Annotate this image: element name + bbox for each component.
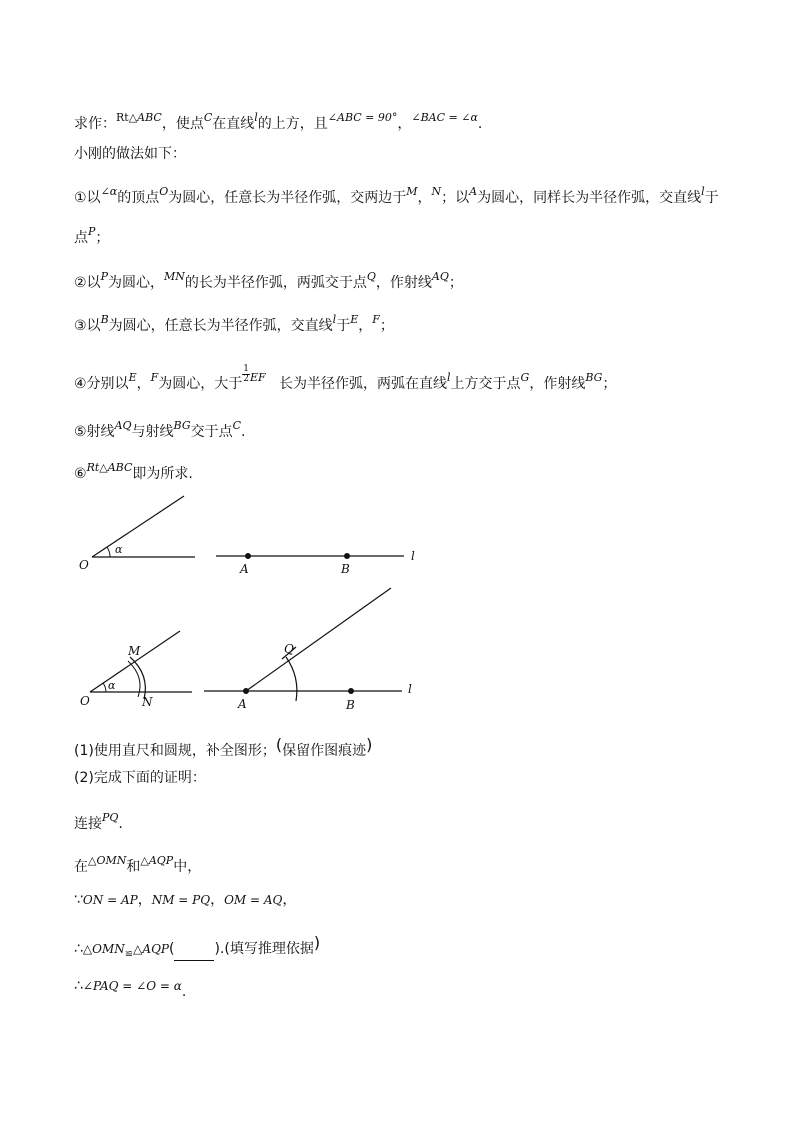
proof-line-1: 连接$^{PQ}$.	[74, 811, 123, 832]
compass-arc-a	[286, 657, 297, 701]
question-1: (1)使用直尺和圆规，补全图形；(保留作图痕迹)	[74, 735, 373, 759]
angle-arc	[103, 683, 106, 692]
one-half-fraction: $\frac{1}{2}$	[243, 363, 249, 384]
point-a	[243, 688, 249, 694]
point-b-label: B	[346, 698, 355, 712]
point-b	[344, 553, 350, 559]
method-intro: 小刚的做法如下：	[74, 146, 186, 162]
vertex-o-label: O	[80, 694, 90, 708]
line-l-label: l	[411, 549, 415, 563]
proof-line-3: ∵ON = AP，NM = PQ，OM = AQ，	[74, 892, 297, 908]
angle-ray-upper	[92, 496, 184, 557]
point-a-label: A	[238, 697, 247, 711]
point-n-label: N	[142, 695, 153, 709]
angle-arc	[107, 547, 110, 557]
vertex-o-label: O	[79, 558, 89, 572]
step-2: ②以$^P$为圆心，$^{MN}$的长为半径作弧，两弧交于点$^Q$，作射线$^{AQ}$；	[74, 270, 463, 291]
alpha-label: α	[108, 679, 116, 692]
alpha-label: α	[115, 543, 123, 556]
point-m-label: M	[128, 644, 141, 658]
step-4: ④分别以$^E$，$^F$为圆心，大于 $\frac{1}{2}$ $^{EF}$ 长为半径作弧，两弧在直线$^l$上方交于点$^G$，作射线$^{BG}$；	[74, 363, 617, 392]
point-a-label: A	[240, 562, 249, 576]
point-a	[245, 553, 251, 559]
point-b	[348, 688, 354, 694]
step-1: ①以$^{\angle\alpha}$的顶点$^O$为圆心，任意长为半径作弧，交两边于$^M$，$^N$；以$^A$为圆心，同样长为半径作弧，交直线$^l$于	[74, 185, 719, 206]
proof-line-5: ∴∠PAQ = ∠O = α.	[74, 978, 187, 1000]
question-2: (2)完成下面的证明：	[74, 770, 206, 786]
ray-aq	[246, 588, 391, 691]
figure-construction	[0, 585, 794, 715]
answer-blank[interactable]	[174, 946, 214, 961]
line-l-label: l	[408, 682, 412, 696]
problem-statement: 求作：$^{Rt\triangle ABC}$，使点$^C$在直线$^l$的上方，且$^{\angle ABC = 90^\circ}$，$^{\angle BAC = \angle\alpha}$.	[74, 111, 483, 132]
step-5: ⑤射线$^{AQ}$与射线$^{BG}$交于点$^C$.	[74, 419, 246, 440]
step-1-continued: 点$^P$；	[74, 225, 110, 246]
point-q-label: Q	[284, 642, 294, 656]
step-3: ③以$^B$为圆心，任意长为半径作弧，交直线$^l$于$^E$，$^F$；	[74, 313, 394, 334]
proof-line-4: $\therefore\triangle OMN_≌\triangle AQP$( ).(填写推理依据)	[74, 933, 321, 960]
step-6: ⑥$^{Rt\triangle ABC}$即为所求.	[74, 461, 193, 482]
proof-line-2: 在$^{\triangle OMN}$和$^{\triangle AQP}$中，	[74, 854, 202, 875]
figure-given	[0, 490, 794, 590]
point-b-label: B	[341, 562, 350, 576]
